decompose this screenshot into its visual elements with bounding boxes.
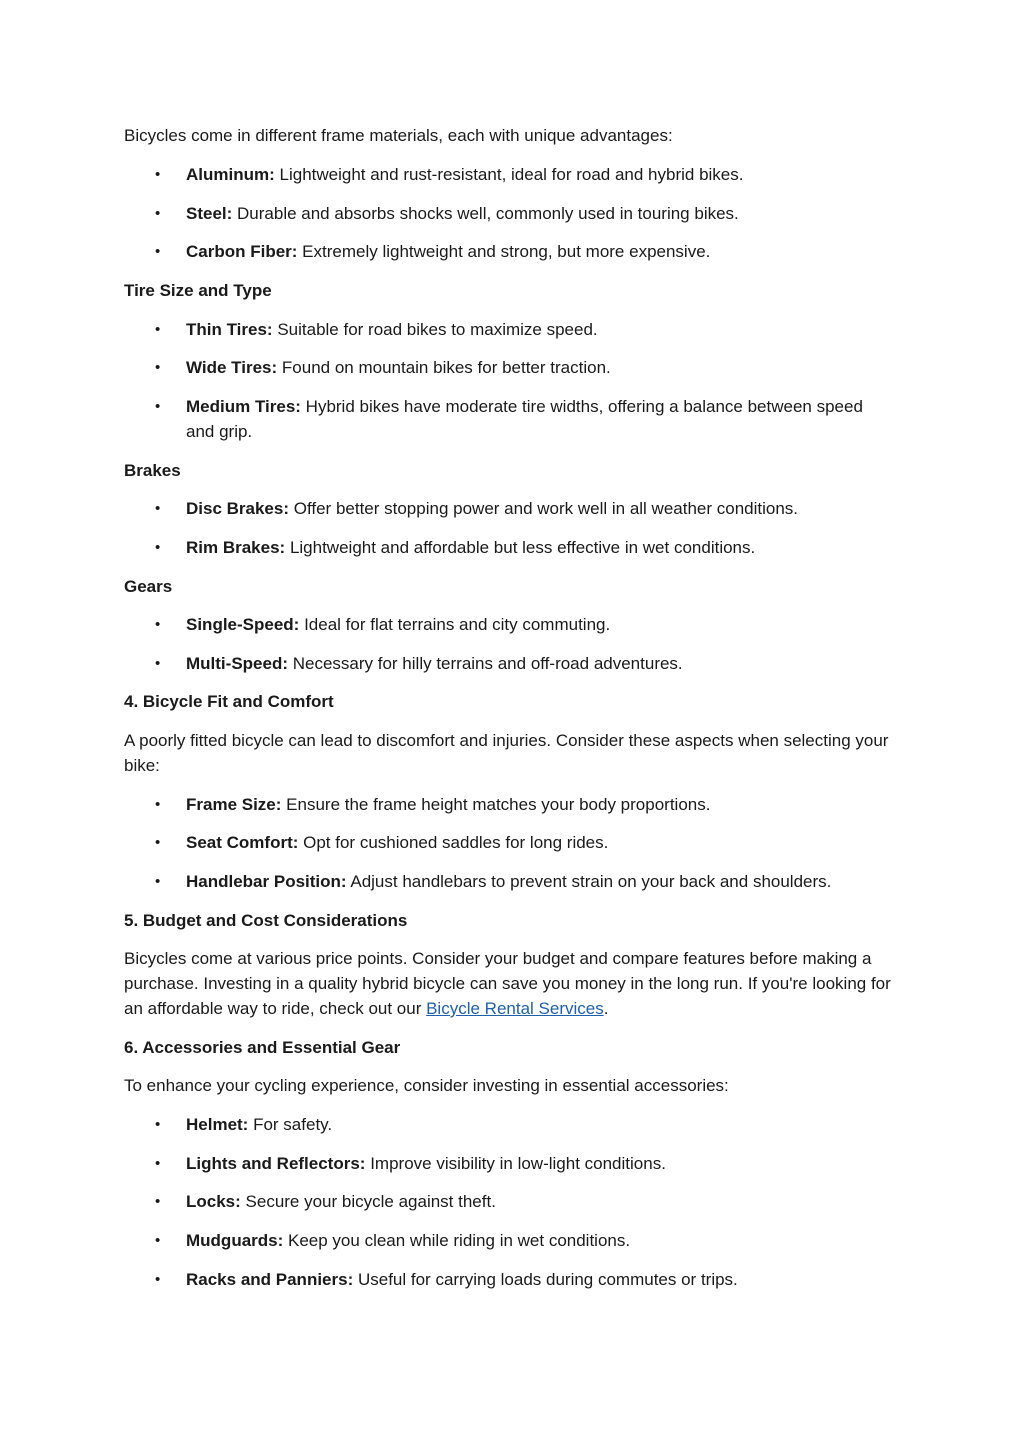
bullet-icon: • xyxy=(155,655,161,672)
list-item-term: Aluminum: xyxy=(186,165,275,184)
list-item xyxy=(155,1267,886,1292)
brakes-heading: Brakes xyxy=(124,461,181,480)
list-item xyxy=(155,1151,886,1176)
list-item-term: Seat Comfort: xyxy=(186,833,299,852)
list-item xyxy=(155,651,886,676)
list-item-text: Improve visibility in low-light conditions. xyxy=(365,1154,666,1173)
list-item-term: Racks and Panniers: xyxy=(186,1270,354,1289)
list-item-text: Ensure the frame height matches your body proportions. xyxy=(281,795,711,814)
tire-heading: Tire Size and Type xyxy=(124,281,272,300)
list-item-term: Steel: xyxy=(186,204,233,223)
budget-period: . xyxy=(603,999,609,1018)
bullet-icon: • xyxy=(155,834,161,851)
list-item-text: Lightweight and rust-resistant, ideal for road and hybrid bikes. xyxy=(274,165,744,184)
list-item-term: Thin Tires: xyxy=(186,320,273,339)
bullet-icon: • xyxy=(155,1116,161,1133)
list-item xyxy=(155,355,886,380)
list-item-text: Ideal for flat terrains and city commuting. xyxy=(299,615,611,634)
list-item xyxy=(155,830,886,855)
list-item xyxy=(155,239,886,264)
accessories-heading: 6. Accessories and Essential Gear xyxy=(124,1038,401,1057)
accessories-paragraph: To enhance your cycling experience, consider investing in essential accessories: xyxy=(124,1076,729,1095)
fit-heading: 4. Bicycle Fit and Comfort xyxy=(124,692,334,711)
list-item-text: Durable and absorbs shocks well, commonly used in touring bikes. xyxy=(232,204,739,223)
list-item xyxy=(155,612,886,637)
bullet-icon: • xyxy=(155,398,161,415)
bicycle-rental-link[interactable]: Bicycle Rental Services xyxy=(426,999,604,1018)
bullet-icon: • xyxy=(155,616,161,633)
list-item-text: Extremely lightweight and strong, but more expensive. xyxy=(297,242,711,261)
bullet-icon: • xyxy=(155,873,161,890)
bullet-icon: • xyxy=(155,1155,161,1172)
list-item xyxy=(155,1228,886,1253)
list-item-term: Lights and Reflectors: xyxy=(186,1154,366,1173)
list-item-term: Disc Brakes: xyxy=(186,499,290,518)
list-item xyxy=(155,201,886,226)
list-item xyxy=(155,535,886,560)
list-item-term: Handlebar Position: xyxy=(186,872,347,891)
bullet-icon: • xyxy=(155,205,161,222)
bullet-icon: • xyxy=(155,166,161,183)
list-item-text: Opt for cushioned saddles for long rides. xyxy=(298,833,609,852)
intro-paragraph: Bicycles come in different frame materials, each with unique advantages: xyxy=(124,126,673,145)
list-item-text: Offer better stopping power and work well in all weather conditions. xyxy=(289,499,799,518)
list-item-text: For safety. xyxy=(248,1115,333,1134)
list-item xyxy=(155,394,886,444)
bullet-icon: • xyxy=(155,796,161,813)
list-item-term: Mudguards: xyxy=(186,1231,284,1250)
list-item-text: Hybrid bikes have moderate tire widths, offering a balance between speed and grip. xyxy=(186,397,863,441)
list-item-text: Suitable for road bikes to maximize speed. xyxy=(272,320,598,339)
list-item xyxy=(155,496,886,521)
list-item-text: Necessary for hilly terrains and off-road adventures. xyxy=(288,654,683,673)
gears-heading: Gears xyxy=(124,577,173,596)
list-item xyxy=(155,1189,886,1214)
budget-heading: 5. Budget and Cost Considerations xyxy=(124,911,408,930)
list-item-text: Secure your bicycle against theft. xyxy=(240,1192,496,1211)
list-item-text: Useful for carrying loads during commutes or trips. xyxy=(353,1270,738,1289)
list-item-term: Medium Tires: xyxy=(186,397,301,416)
list-item-term: Frame Size: xyxy=(186,795,282,814)
list-item xyxy=(155,792,886,817)
budget-text: Bicycles come at various price points. Consider your budget and compare features before making a purchase. Investing in a quality hybrid bicycle can save you money in the long run. If you're looking for an affordable way to ride, check out our xyxy=(124,949,891,1018)
list-item-text: Keep you clean while riding in wet conditions. xyxy=(283,1231,631,1250)
fit-paragraph: A poorly fitted bicycle can lead to discomfort and injuries. Consider these aspects when selecting your bike: xyxy=(124,731,889,775)
bullet-icon: • xyxy=(155,500,161,517)
list-item-term: Rim Brakes: xyxy=(186,538,286,557)
bullet-icon: • xyxy=(155,539,161,556)
bullet-icon: • xyxy=(155,1232,161,1249)
list-item xyxy=(155,162,886,187)
list-item-text: Found on mountain bikes for better traction. xyxy=(277,358,611,377)
list-item xyxy=(155,869,886,894)
bullet-icon: • xyxy=(155,243,161,260)
list-item xyxy=(155,1112,886,1137)
list-item xyxy=(155,317,886,342)
list-item-term: Carbon Fiber: xyxy=(186,242,298,261)
list-item-text: Lightweight and affordable but less effective in wet conditions. xyxy=(285,538,756,557)
bullet-icon: • xyxy=(155,1193,161,1210)
budget-paragraph xyxy=(124,946,894,1021)
bullet-icon: • xyxy=(155,321,161,338)
bullet-icon: • xyxy=(155,359,161,376)
list-item-text: Adjust handlebars to prevent strain on your back and shoulders. xyxy=(346,872,832,891)
list-item-term: Helmet: xyxy=(186,1115,249,1134)
list-item-term: Wide Tires: xyxy=(186,358,278,377)
list-item-term: Multi-Speed: xyxy=(186,654,288,673)
list-item-term: Single-Speed: xyxy=(186,615,300,634)
bullet-icon: • xyxy=(155,1271,161,1288)
list-item-term: Locks: xyxy=(186,1192,241,1211)
